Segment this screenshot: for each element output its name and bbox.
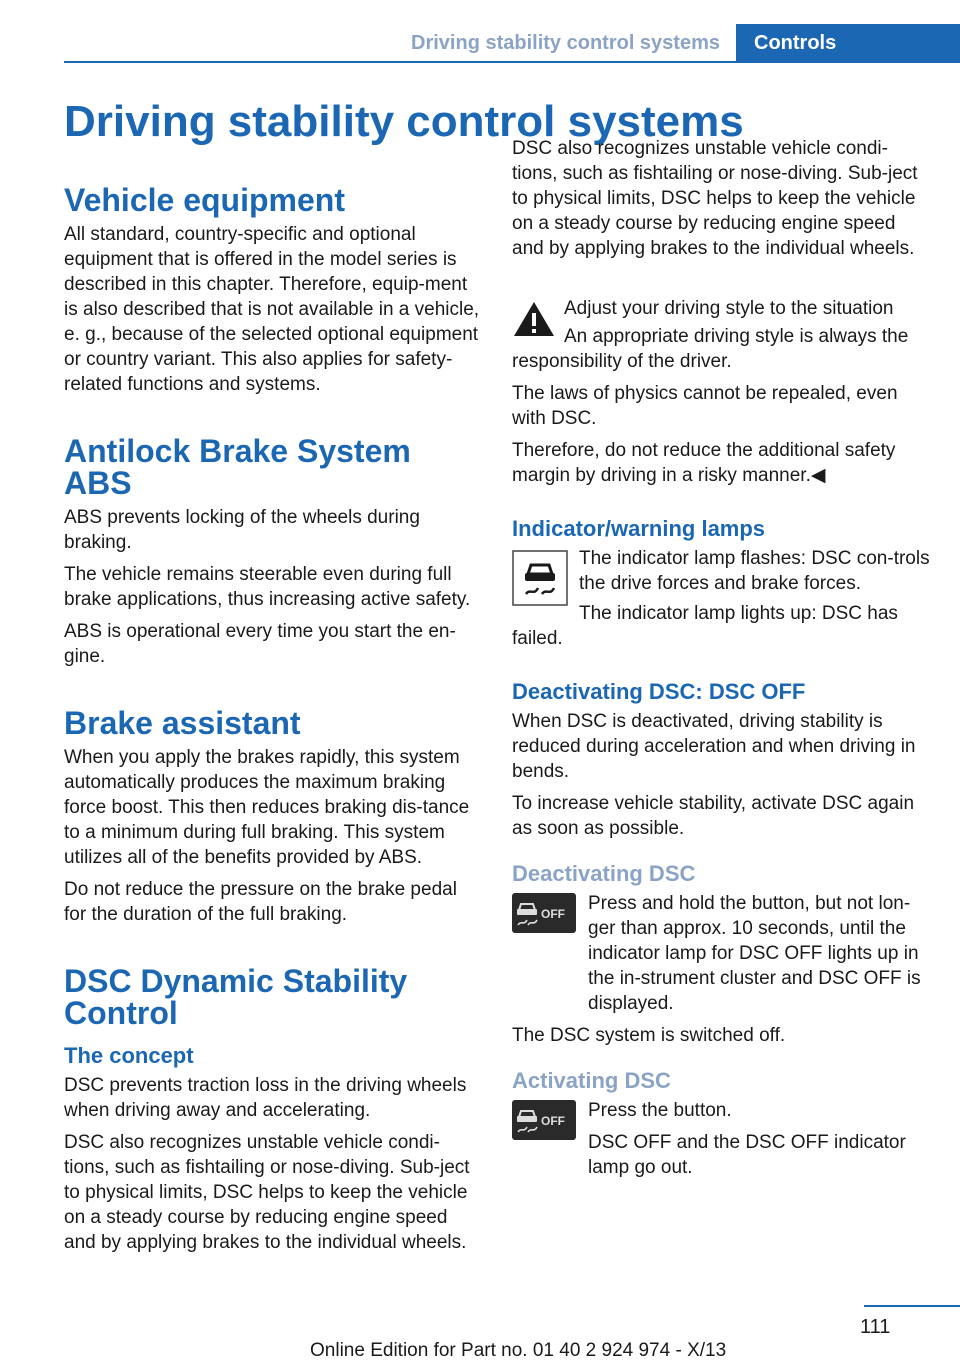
off-label: OFF — [541, 907, 565, 921]
concept-continuation-text: DSC also recognizes unstable vehicle condi-tions, such as fishtailing or nose-diving. Sub-ject to physical limits, DSC helps to keep the vehicle on a steady course by reducing engine speed and by applying brakes to the individual wheels. — [512, 138, 918, 259]
brake-assistant-heading: Brake assistant — [64, 705, 301, 741]
indicator-heading: Indicator/warning lamps — [512, 516, 766, 541]
warning-paragraph: The laws of physics cannot be repealed, even with DSC. — [512, 383, 898, 429]
activating-block — [512, 1098, 930, 1180]
warning-paragraph: Therefore, do not reduce the additional safety margin by driving in a risky manner.◀ — [512, 440, 896, 486]
deactivating-paragraph: Press and hold the button, but not lon-ger than approx. 10 seconds, until the indicator lamp for DSC OFF lights up in the in-strument cluster and DSC OFF is displayed. — [588, 893, 921, 1014]
left-column — [64, 182, 482, 1253]
dsc-off-paragraph: When DSC is deactivated, driving stability is reduced during acceleration and when driving in bends. — [512, 711, 916, 782]
vehicle-equipment-heading: Vehicle equipment — [64, 182, 345, 218]
indicator-paragraph: The indicator lamp lights up: DSC has failed. — [512, 603, 898, 649]
dsc-skid-car-icon — [512, 550, 568, 613]
warning-paragraph: An appropriate driving style is always the responsibility of the driver. — [512, 326, 909, 372]
concept-heading: The concept — [64, 1043, 194, 1068]
deactivating-paragraph: The DSC system is switched off. — [512, 1025, 786, 1046]
abs-heading: Antilock Brake System ABS — [64, 433, 411, 501]
concept-continuation — [512, 138, 930, 286]
activating-paragraph: DSC OFF and the DSC OFF indicator lamp go out. — [588, 1132, 906, 1178]
footer-rule — [864, 1305, 960, 1307]
page-number: 111 — [860, 1316, 891, 1338]
deactivating-heading: Deactivating DSC — [512, 861, 696, 886]
off-label: OFF — [541, 1114, 565, 1128]
header-chapter-tab[interactable]: Controls — [736, 24, 960, 62]
indicator-block — [512, 546, 930, 604]
header-rule — [64, 61, 960, 63]
indicator-paragraph: The indicator lamp flashes: DSC con-trols the drive forces and brake forces. — [579, 548, 930, 594]
concept-paragraph: DSC also recognizes unstable vehicle condi-tions, such as fishtailing or nose-diving. Sub-ject to physical limits, DSC helps to keep the vehicle on a steady course by reducing engine speed and by applying brakes to the individual wheels. — [64, 1132, 470, 1253]
right-column — [512, 138, 930, 1180]
abs-paragraph: ABS is operational every time you start the en-gine. — [64, 621, 456, 667]
vehicle-equipment-text: All standard, country-specific and optional equipment that is offered in the model series is described in this chapter. Therefore, equip-ment is also described that is not available in a vehicle, e. g., because of the selected optional equipment or country variant. This also applies for safety-related functions and systems. — [64, 224, 480, 395]
header-section-title: Driving stability control systems — [411, 32, 720, 54]
deactivating-block — [512, 891, 930, 1016]
abs-paragraph: ABS prevents locking of the wheels during braking. — [64, 507, 420, 553]
edition-footer: Online Edition for Part no. 01 40 2 924 974 - X/13 — [310, 1340, 727, 1361]
abs-paragraph: The vehicle remains steerable even during full brake applications, thus increasing active safety. — [64, 564, 471, 610]
dsc-off-paragraph: To increase vehicle stability, activate DSC again as soon as possible. — [512, 793, 915, 839]
brake-assistant-paragraph: Do not reduce the pressure on the brake pedal for the duration of the full braking. — [64, 879, 457, 925]
dsc-heading: DSC Dynamic Stability Control — [64, 963, 408, 1031]
warning-title: Adjust your driving style to the situation — [564, 298, 894, 319]
dsc-off-button-icon — [512, 893, 576, 940]
brake-assistant-paragraph: When you apply the brakes rapidly, this system automatically produces the maximum braking force boost. This then reduces braking dis-tance to a minimum during full braking. This system utilizes all of the benefits provided by ABS. — [64, 747, 470, 868]
dsc-off-heading: Deactivating DSC: DSC OFF — [512, 679, 806, 704]
warning-block — [512, 296, 930, 354]
concept-paragraph: DSC prevents traction loss in the driving wheels when driving away and accelerating. — [64, 1075, 467, 1121]
page-title: Driving stability control systems — [64, 97, 744, 146]
activating-paragraph: Press the button. — [588, 1100, 732, 1121]
activating-heading: Activating DSC — [512, 1068, 671, 1093]
dsc-off-button-icon — [512, 1100, 576, 1147]
warning-triangle-icon — [512, 300, 556, 345]
